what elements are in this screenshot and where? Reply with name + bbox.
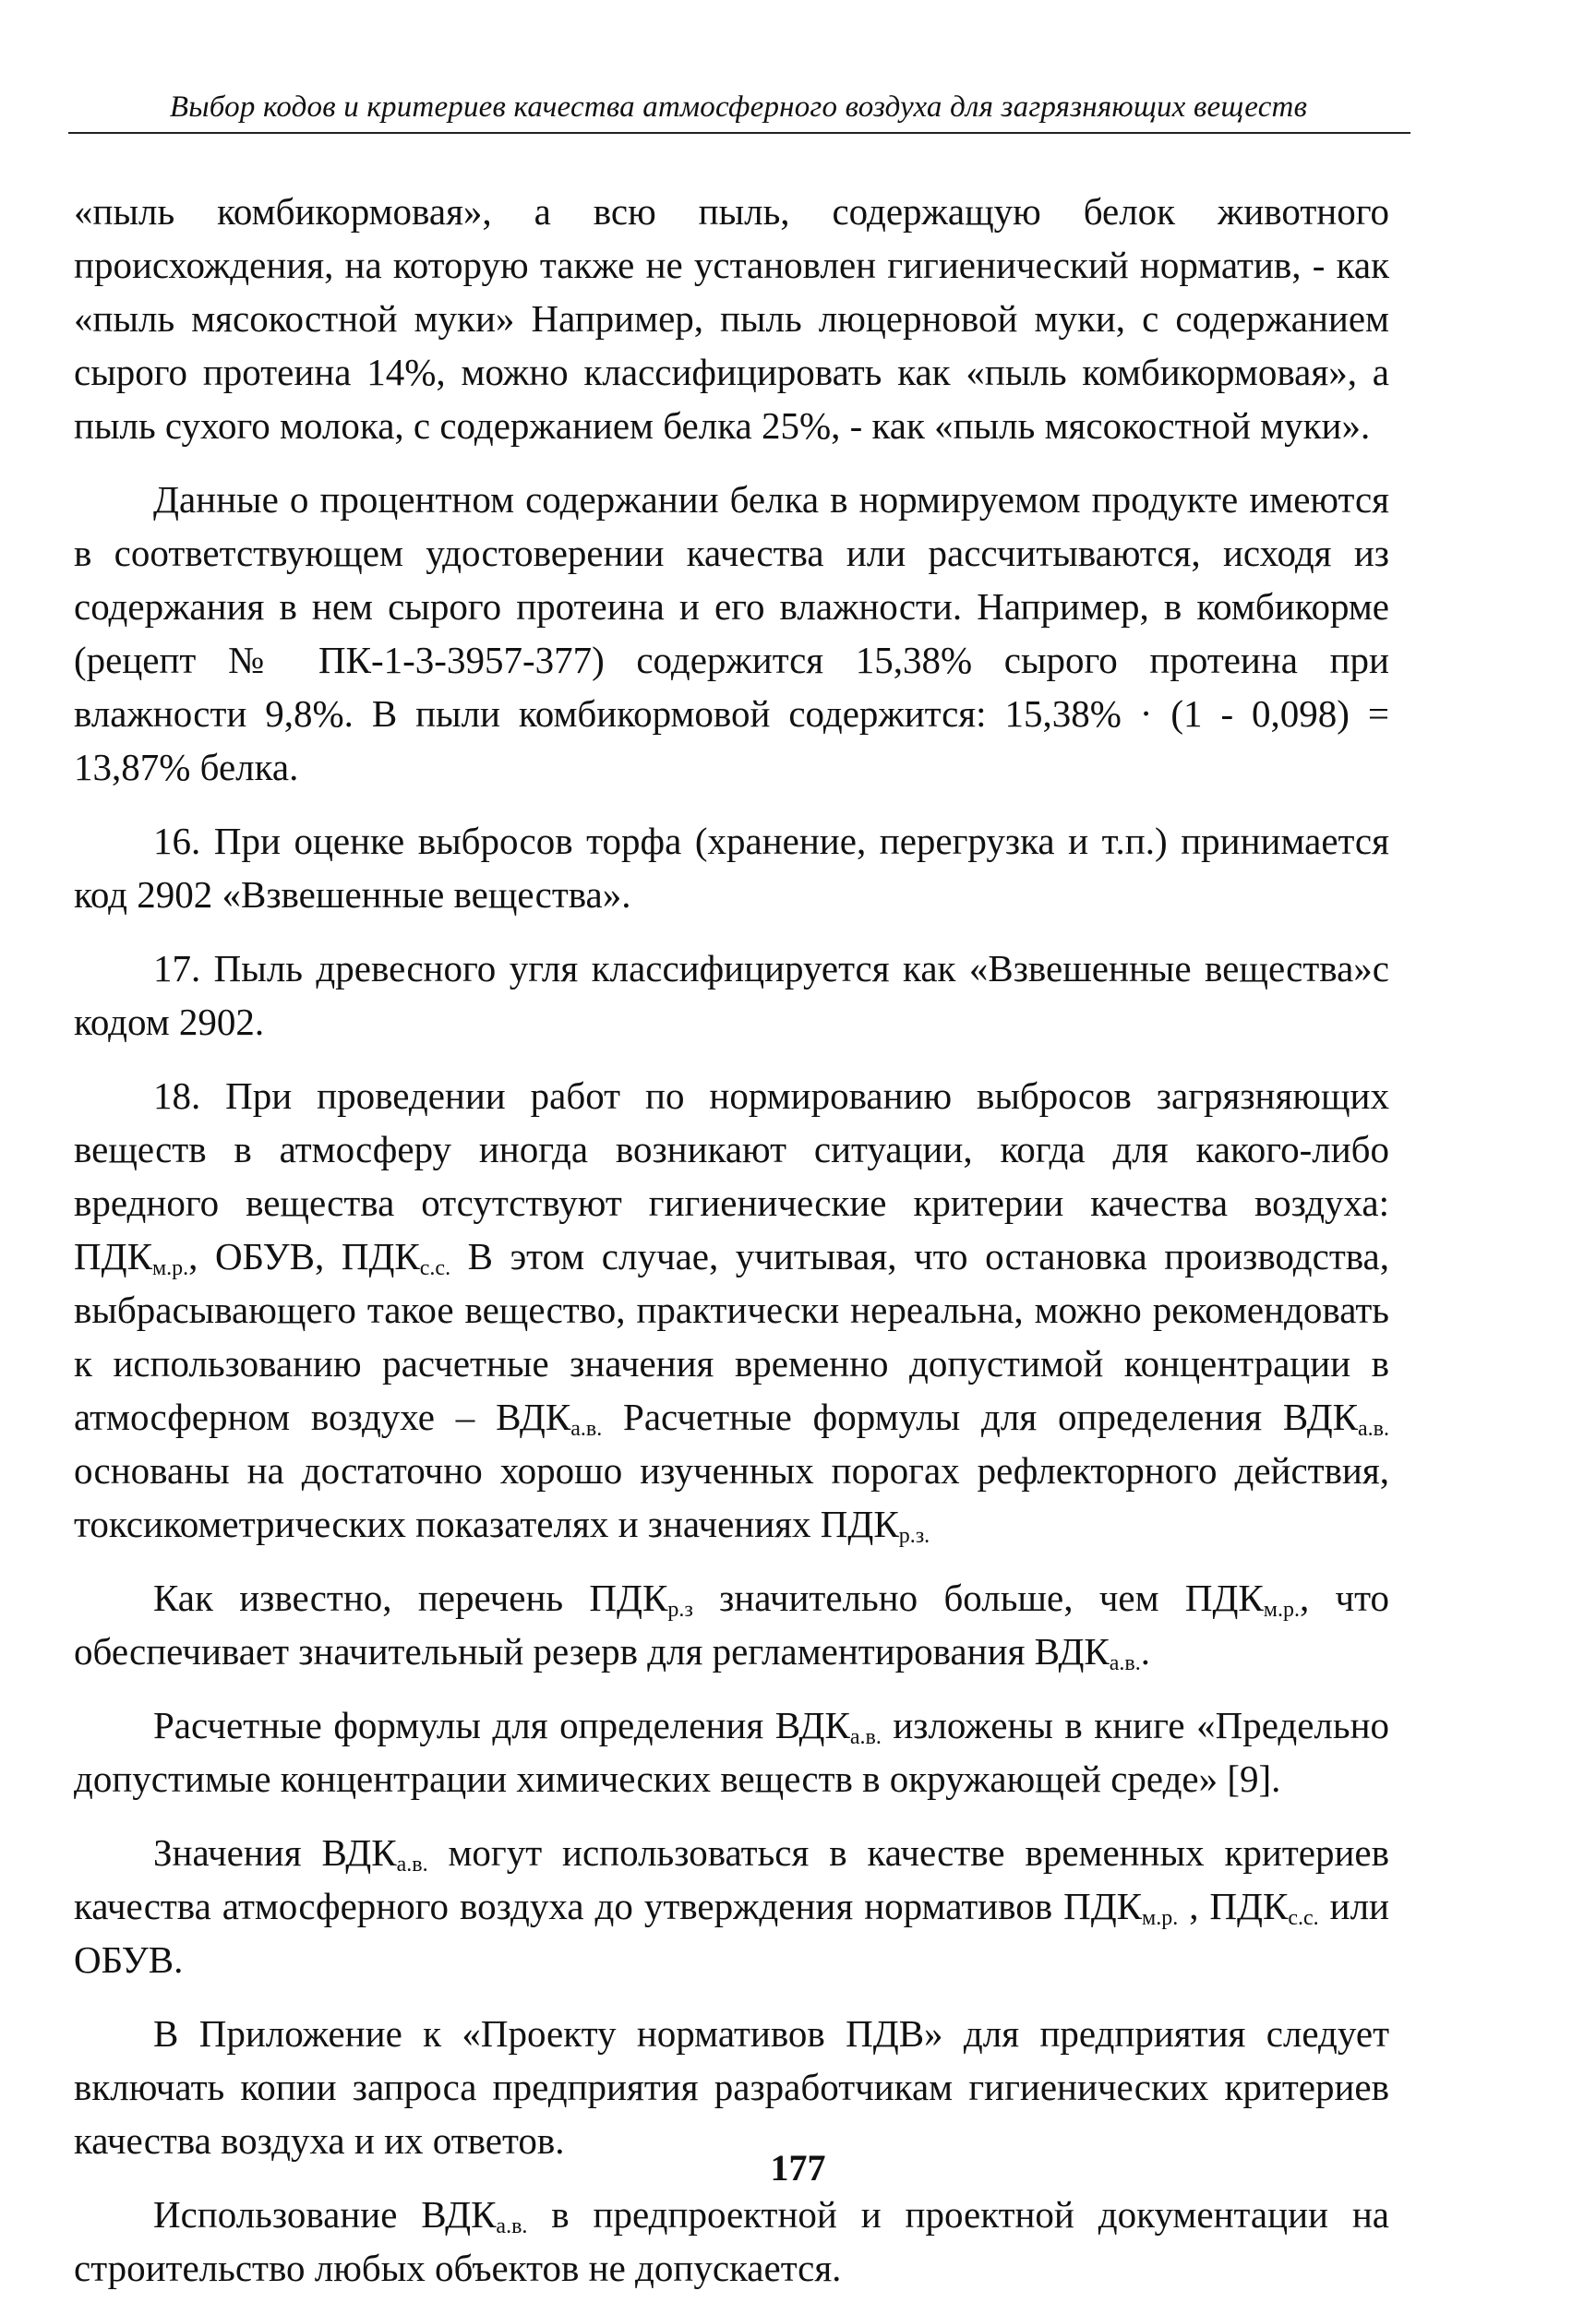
paragraph-item-17: 17. Пыль древесного угля классифицируется как «Взвешенные вещества»с кодом 2902. xyxy=(74,947,1389,1043)
paragraph-usage-restriction xyxy=(74,2188,1389,2295)
body-text xyxy=(74,185,1389,2315)
subscript: м.р. xyxy=(1263,1598,1300,1622)
subscript: а.в. xyxy=(849,1725,882,1749)
paragraph-pdk-list xyxy=(74,1571,1389,1678)
text-run: В этом случае, учитывая, что остановка производства, выбрасывающего такое вещество, практически нереальна, можно рекомендовать к использованию расчетные значения временно допустимой концентрации в атмосферном воздухе – ВДК xyxy=(74,1235,1389,1438)
header-rule xyxy=(68,132,1410,134)
paragraph-formulas-reference xyxy=(74,1698,1389,1805)
subscript: а.в. xyxy=(396,1853,428,1877)
text-run: Как известно, перечень ПДК xyxy=(153,1577,668,1619)
paragraph-continuation: «пыль комбикормовая», а всю пыль, содержащую белок животного происхождения, на которую также не установлен гигиенический норматив, - как «пыль мясокостной муки» Например, пыль люцерновой муки, с содержанием сырого протеина 14%, можно классифицировать как «пыль комбикормовая», а пыль сухого молока, с содержанием белка 25%, - как «пыль мясокостной муки». xyxy=(74,190,1389,447)
text-run: Расчетные формулы для определения ВДК xyxy=(153,1704,850,1746)
paragraph-appendix: В Приложение к «Проекту нормативов ПДВ» для предприятия следует включать копии запроса предприятия разработчикам гигиенических критериев качества воздуха и их ответов. xyxy=(74,2012,1389,2162)
page-number: 177 xyxy=(770,2147,826,2189)
subscript: р.з. xyxy=(898,1524,930,1548)
subscript: с.с. xyxy=(419,1256,451,1280)
subscript: м.р. xyxy=(1142,1906,1179,1930)
subscript: с.с. xyxy=(1288,1906,1319,1930)
subscript: а.в. xyxy=(1358,1417,1389,1441)
subscript: а.в. xyxy=(570,1417,603,1441)
running-header: Выбор кодов и критериев качества атмосферного воздуха для загрязняющих веществ xyxy=(169,90,1308,124)
text-run: . xyxy=(1140,1630,1151,1673)
paragraph-protein-content: Данные о процентном содержании белка в нормируемом продукте имеются в соответствующем удостоверении качества или рассчитываются, исходя из содержания в нем сырого протеина и его влажности. Например, в комбикорме (рецепт № ПК-1-3-3957-377) содержится 15,38% сырого протеина при влажности 9,8%. В пыли комбикормовой содержится: 15,38% · (1 - 0,098) = 13,87% белка. xyxy=(74,478,1389,788)
text-run: значительно больше, чем ПДК xyxy=(692,1577,1264,1619)
subscript: р.з xyxy=(667,1598,693,1622)
text-run: 18. При проведении работ по нормированию выбросов загрязняющих веществ в атмосферу иногда возникают ситуации, когда для какого-либо вредного вещества отсутствуют гигиенические критерии качества воздуха: ПДК xyxy=(74,1074,1389,1277)
text-run: Значения ВДК xyxy=(153,1831,397,1874)
text-run: , ОБУВ, ПДК xyxy=(188,1235,420,1277)
text-run: в предпроектной и проектной документации на строительство любых объектов не допускается. xyxy=(74,2193,1389,2289)
text-run: Использование ВДК xyxy=(153,2193,497,2236)
text-run: могут использоваться в качестве временных критериев качества атмосферного воздуха до утверждения нормативов ПДК xyxy=(74,1831,1389,1927)
text-run: изложены в книге «Предельно допустимые концентрации химических веществ в окружающей среде» [9]. xyxy=(74,1704,1390,1800)
text-run: Расчетные формулы для определения ВДК xyxy=(602,1396,1359,1438)
subscript: а.в. xyxy=(496,2214,528,2238)
text-run: , ПДК xyxy=(1178,1885,1289,1927)
subscript: а.в. xyxy=(1109,1651,1141,1675)
subscript: м.р. xyxy=(151,1256,189,1280)
paragraph-item-18 xyxy=(74,1069,1389,1551)
text-run: основаны на достаточно хорошо изученных порогах рефлекторного действия, токсикометрических показателях и значениях ПДК xyxy=(74,1449,1389,1545)
paragraph-item-16: 16. При оценке выбросов торфа (хранение, перегрузка и т.п.) принимается код 2902 «Взвешенные вещества». xyxy=(74,820,1389,916)
paragraph-temporary-criteria xyxy=(74,1826,1389,1986)
text-run: , что обеспечивает значительный резерв для регламентирования ВДК xyxy=(74,1577,1390,1673)
text-run: или ОБУВ. xyxy=(74,1885,1389,1981)
